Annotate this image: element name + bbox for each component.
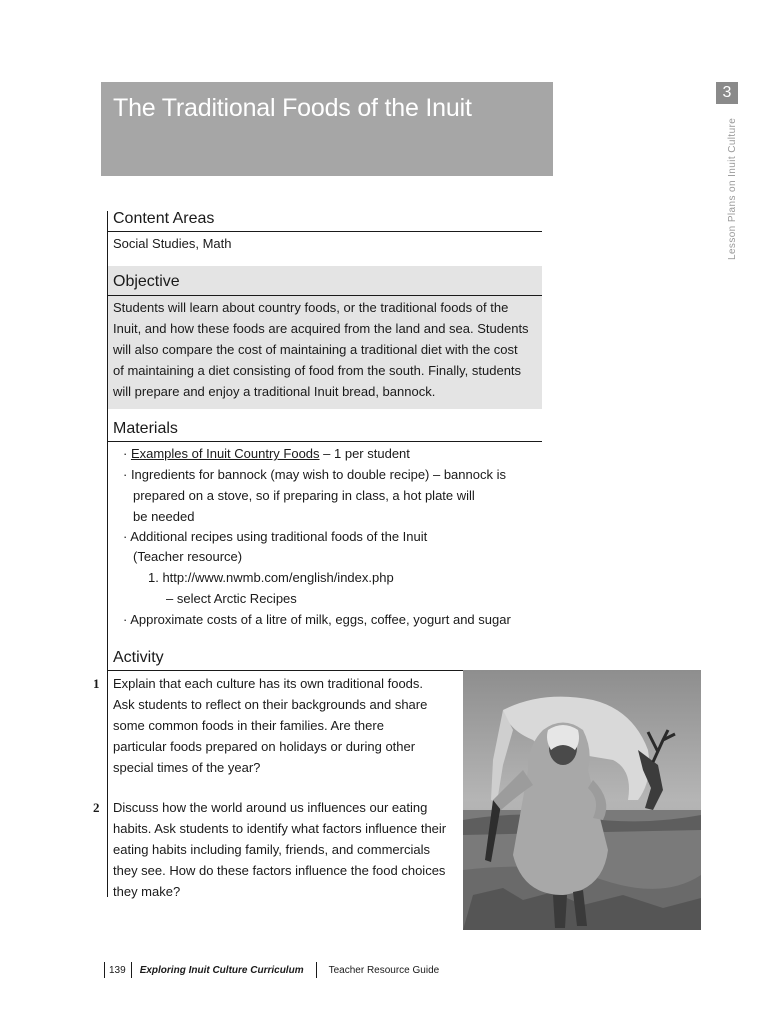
footer-book-title: Exploring Inuit Culture Curriculum — [139, 964, 304, 976]
materials-item-4: · Approximate costs of a litre of milk, eggs, coffee, yogurt and sugar — [123, 612, 511, 627]
materials-item-3: · Additional recipes using traditional foods of the Inuit — [123, 529, 428, 544]
objective-line: will also compare the cost of maintaining a traditional diet with the cost — [113, 342, 518, 357]
materials-item-2-cont: be needed — [133, 509, 195, 524]
objective-line: Students will learn about country foods, or the traditional foods of the — [113, 300, 509, 315]
chapter-badge: 3 — [716, 82, 738, 104]
side-label: Lesson Plans on Inuit Culture — [727, 117, 738, 260]
recipe-link[interactable]: 1. http://www.nwmb.com/english/index.php — [148, 570, 394, 585]
objective-heading: Objective — [108, 273, 542, 296]
materials-item-2-cont: prepared on a stove, so if preparing in class, a hot plate will — [133, 488, 475, 503]
content-areas-text: Social Studies, Math — [113, 236, 232, 251]
objective-line: will prepare and enjoy a traditional Inuit bread, bannock. — [113, 384, 436, 399]
step-line: habits. Ask students to identify what factors influence their — [113, 821, 447, 836]
footer-divider — [104, 962, 105, 978]
step-line: Discuss how the world around us influences our eating — [113, 800, 428, 815]
objective-text — [113, 297, 543, 402]
step-line: some common foods in their families. Are there — [113, 718, 384, 733]
title-banner — [101, 82, 553, 176]
step-line: Explain that each culture has its own traditional foods. — [113, 676, 424, 691]
content-areas-heading: Content Areas — [108, 210, 542, 232]
step-line: eating habits including family, friends, and commercials — [113, 842, 430, 857]
footer-page-number: 139 — [109, 964, 126, 976]
step-line: special times of the year? — [113, 760, 261, 775]
page-title: The Traditional Foods of the Inuit — [113, 94, 472, 122]
country-foods-link[interactable]: Examples of Inuit Country Foods — [130, 446, 320, 461]
recipe-link-note: – select Arctic Recipes — [166, 591, 297, 606]
materials-item-3-cont: (Teacher resource) — [133, 549, 243, 564]
inuit-hunter-photo — [463, 670, 701, 930]
footer-divider — [316, 962, 317, 978]
step-line: Ask students to reflect on their backgrounds and share — [113, 697, 428, 712]
objective-line: of maintaining a diet consisting of food from the south. Finally, students — [113, 363, 522, 378]
step-line: particular foods prepared on holidays or during other — [113, 739, 416, 754]
materials-item-2: · Ingredients for bannock (may wish to double recipe) – bannock is — [123, 467, 506, 482]
activity-heading: Activity — [108, 649, 463, 671]
step-line: they see. How do these factors influence the food choices — [113, 863, 446, 878]
activity-step-1 — [113, 673, 427, 778]
objective-line: Inuit, and how these foods are acquired from the land and sea. Students — [113, 321, 529, 336]
page-footer — [104, 962, 439, 978]
footer-guide-title: Teacher Resource Guide — [328, 964, 440, 976]
step-number: 1 — [93, 676, 100, 691]
step-line: they make? — [113, 884, 181, 899]
activity-step-2 — [113, 797, 446, 902]
step-number: 2 — [93, 800, 100, 815]
materials-heading: Materials — [108, 420, 542, 442]
materials-item-1: · Examples of Inuit Country Foods – 1 per student — [123, 446, 410, 461]
footer-divider — [131, 962, 132, 978]
